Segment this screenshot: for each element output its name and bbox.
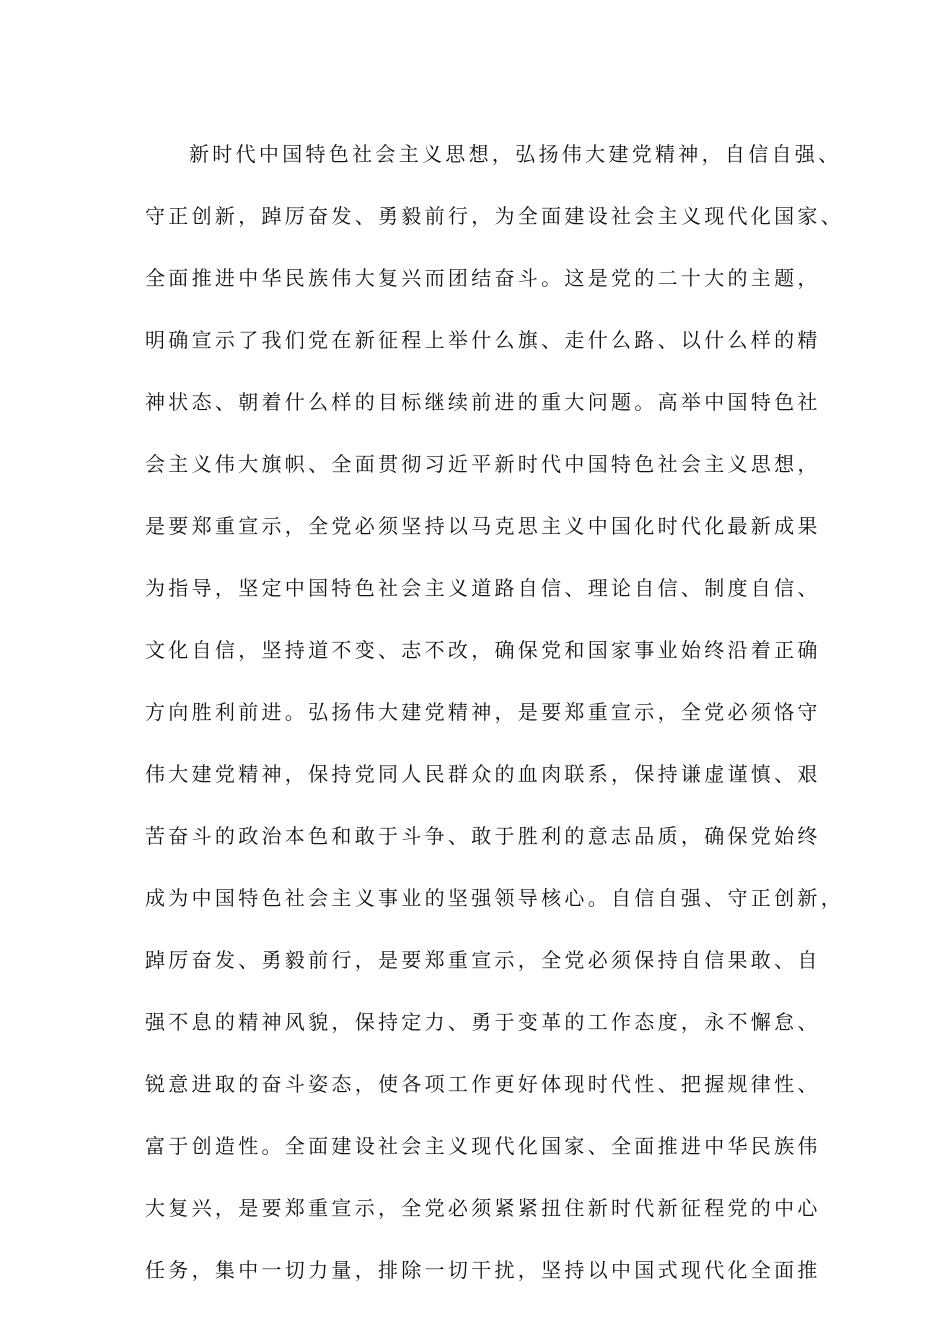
paragraph-line-10: 方向胜利前进。弘扬伟大建党精神，是要郑重宣示，全党必须恪守 xyxy=(145,700,821,724)
paragraph-line-7: 是要郑重宣示，全党必须坚持以马克思主义中国化时代化最新成果 xyxy=(145,514,821,538)
paragraph-line-13: 成为中国特色社会主义事业的坚强领导核心。自信自强、守正创新， xyxy=(145,886,844,910)
paragraph-line-1: 新时代中国特色社会主义思想，弘扬伟大建党精神，自信自强、 xyxy=(189,142,842,166)
paragraph-line-11: 伟大建党精神，保持党同人民群众的血肉联系，保持谦虚谨慎、艰 xyxy=(145,762,821,786)
paragraph-line-12: 苦奋斗的政治本色和敢于斗争、敢于胜利的意志品质，确保党始终 xyxy=(145,824,821,848)
paragraph-line-8: 为指导，坚定中国特色社会主义道路自信、理论自信、制度自信、 xyxy=(145,576,821,600)
paragraph-line-9: 文化自信，坚持道不变、志不改，确保党和国家事业始终沿着正确 xyxy=(145,638,821,662)
paragraph-line-6: 会主义伟大旗帜、全面贯彻习近平新时代中国特色社会主义思想， xyxy=(145,452,821,476)
paragraph-line-2: 守正创新，踔厉奋发、勇毅前行，为全面建设社会主义现代化国家、 xyxy=(145,204,844,228)
paragraph-line-3: 全面推进中华民族伟大复兴而团结奋斗。这是党的二十大的主题， xyxy=(145,266,821,290)
paragraph-line-18: 大复兴，是要郑重宣示，全党必须紧紧扭住新时代新征程党的中心 xyxy=(145,1196,821,1220)
paragraph-line-19: 任务，集中一切力量，排除一切干扰，坚持以中国式现代化全面推 xyxy=(145,1258,821,1282)
paragraph-line-15: 强不息的精神风貌，保持定力、勇于变革的工作态度，永不懈怠、 xyxy=(145,1010,821,1034)
paragraph-line-16: 锐意进取的奋斗姿态，使各项工作更好体现时代性、把握规律性、 xyxy=(145,1072,821,1096)
paragraph-line-4: 明确宣示了我们党在新征程上举什么旗、走什么路、以什么样的精 xyxy=(145,328,821,352)
paragraph-line-5: 神状态、朝着什么样的目标继续前进的重大问题。高举中国特色社 xyxy=(145,390,821,414)
paragraph-line-14: 踔厉奋发、勇毅前行，是要郑重宣示，全党必须保持自信果敢、自 xyxy=(145,948,821,972)
paragraph-line-17: 富于创造性。全面建设社会主义现代化国家、全面推进中华民族伟 xyxy=(145,1134,821,1158)
